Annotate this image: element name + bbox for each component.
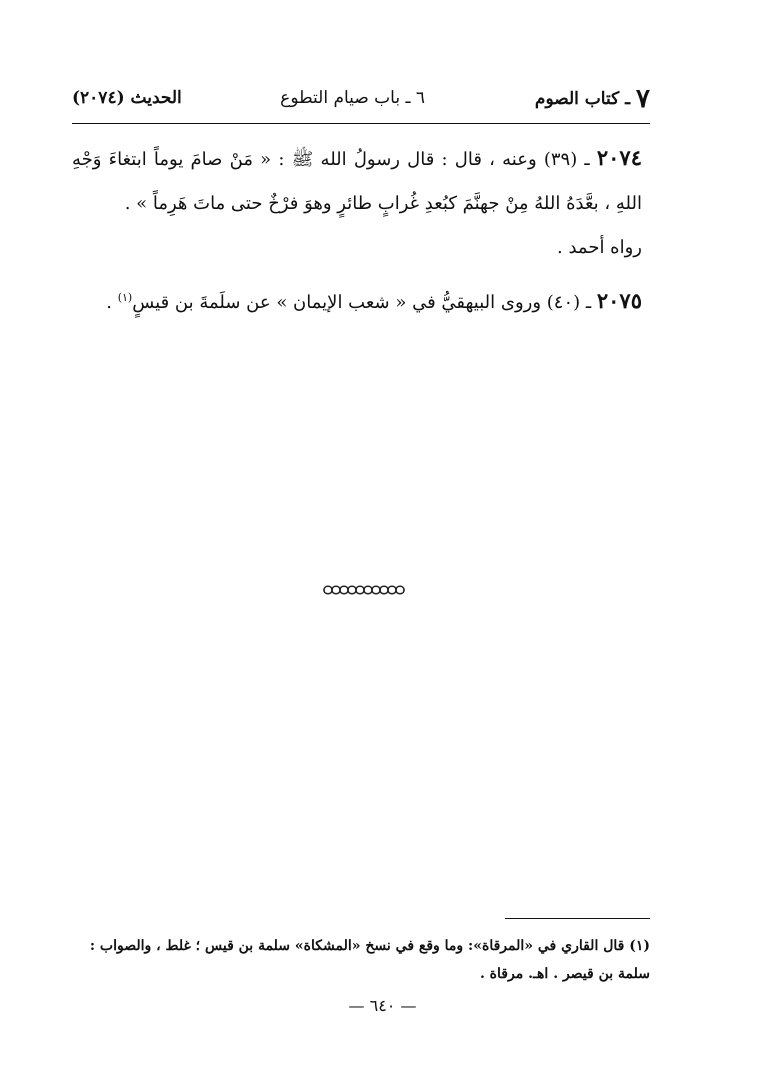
hadith-2074 [72,136,642,270]
hadith-end: . [106,292,118,313]
header-divider [72,123,650,124]
footnote-divider [505,918,650,919]
footnote-marker[interactable]: (١) [117,291,133,304]
chapter-heading [535,84,650,114]
ornament-icon [320,582,410,598]
page-number: — ٦٤٠ — [348,996,417,1015]
running-header [72,84,650,114]
hadith-number: ٢٠٧٥ [596,288,642,313]
section-ornament [320,582,410,598]
hadith-text: ـ (٣٩) وعنه ، قال : قال رسولُ الله ﷺ : « مَنْ صامَ يوماً ابتغاءَ وَجْهِ اللهِ ، بعَّدَهُ اللهُ مِنْ جهنَّمَ كبُعدِ غُرابٍ طائرٍ وهوَ فرْخٌ حتى ماتَ هَرِماً » . [72,149,642,214]
footnote-line: (١) قال القاري في «المرقاة»: وما وقع في نسخ «المشكاة» سلمة بن قيس ؛ غلط ، والصواب : [89,938,650,954]
footnote [72,932,650,988]
section-title: ٦ ـ باب صيام التطوع [280,88,425,108]
hadith-number: ٢٠٧٤ [596,145,642,170]
hadith-2075 [72,276,642,325]
chapter-title: ـ كتاب الصوم [534,89,631,109]
chapter-number: ٧ [636,84,650,114]
hadith-reference: الحديث (٢٠٧٤) [72,88,182,108]
hadith-source: رواه أحمد . [557,237,642,258]
footnote-line: سلمة بن قيصر . اهـ. مرقاة . [479,966,650,982]
main-text [72,136,642,331]
hadith-text: ـ (٤٠) وروى البيهقيُّ في « شعب الإيمان » عن سلَمةَ بن قيسٍ [132,292,597,313]
